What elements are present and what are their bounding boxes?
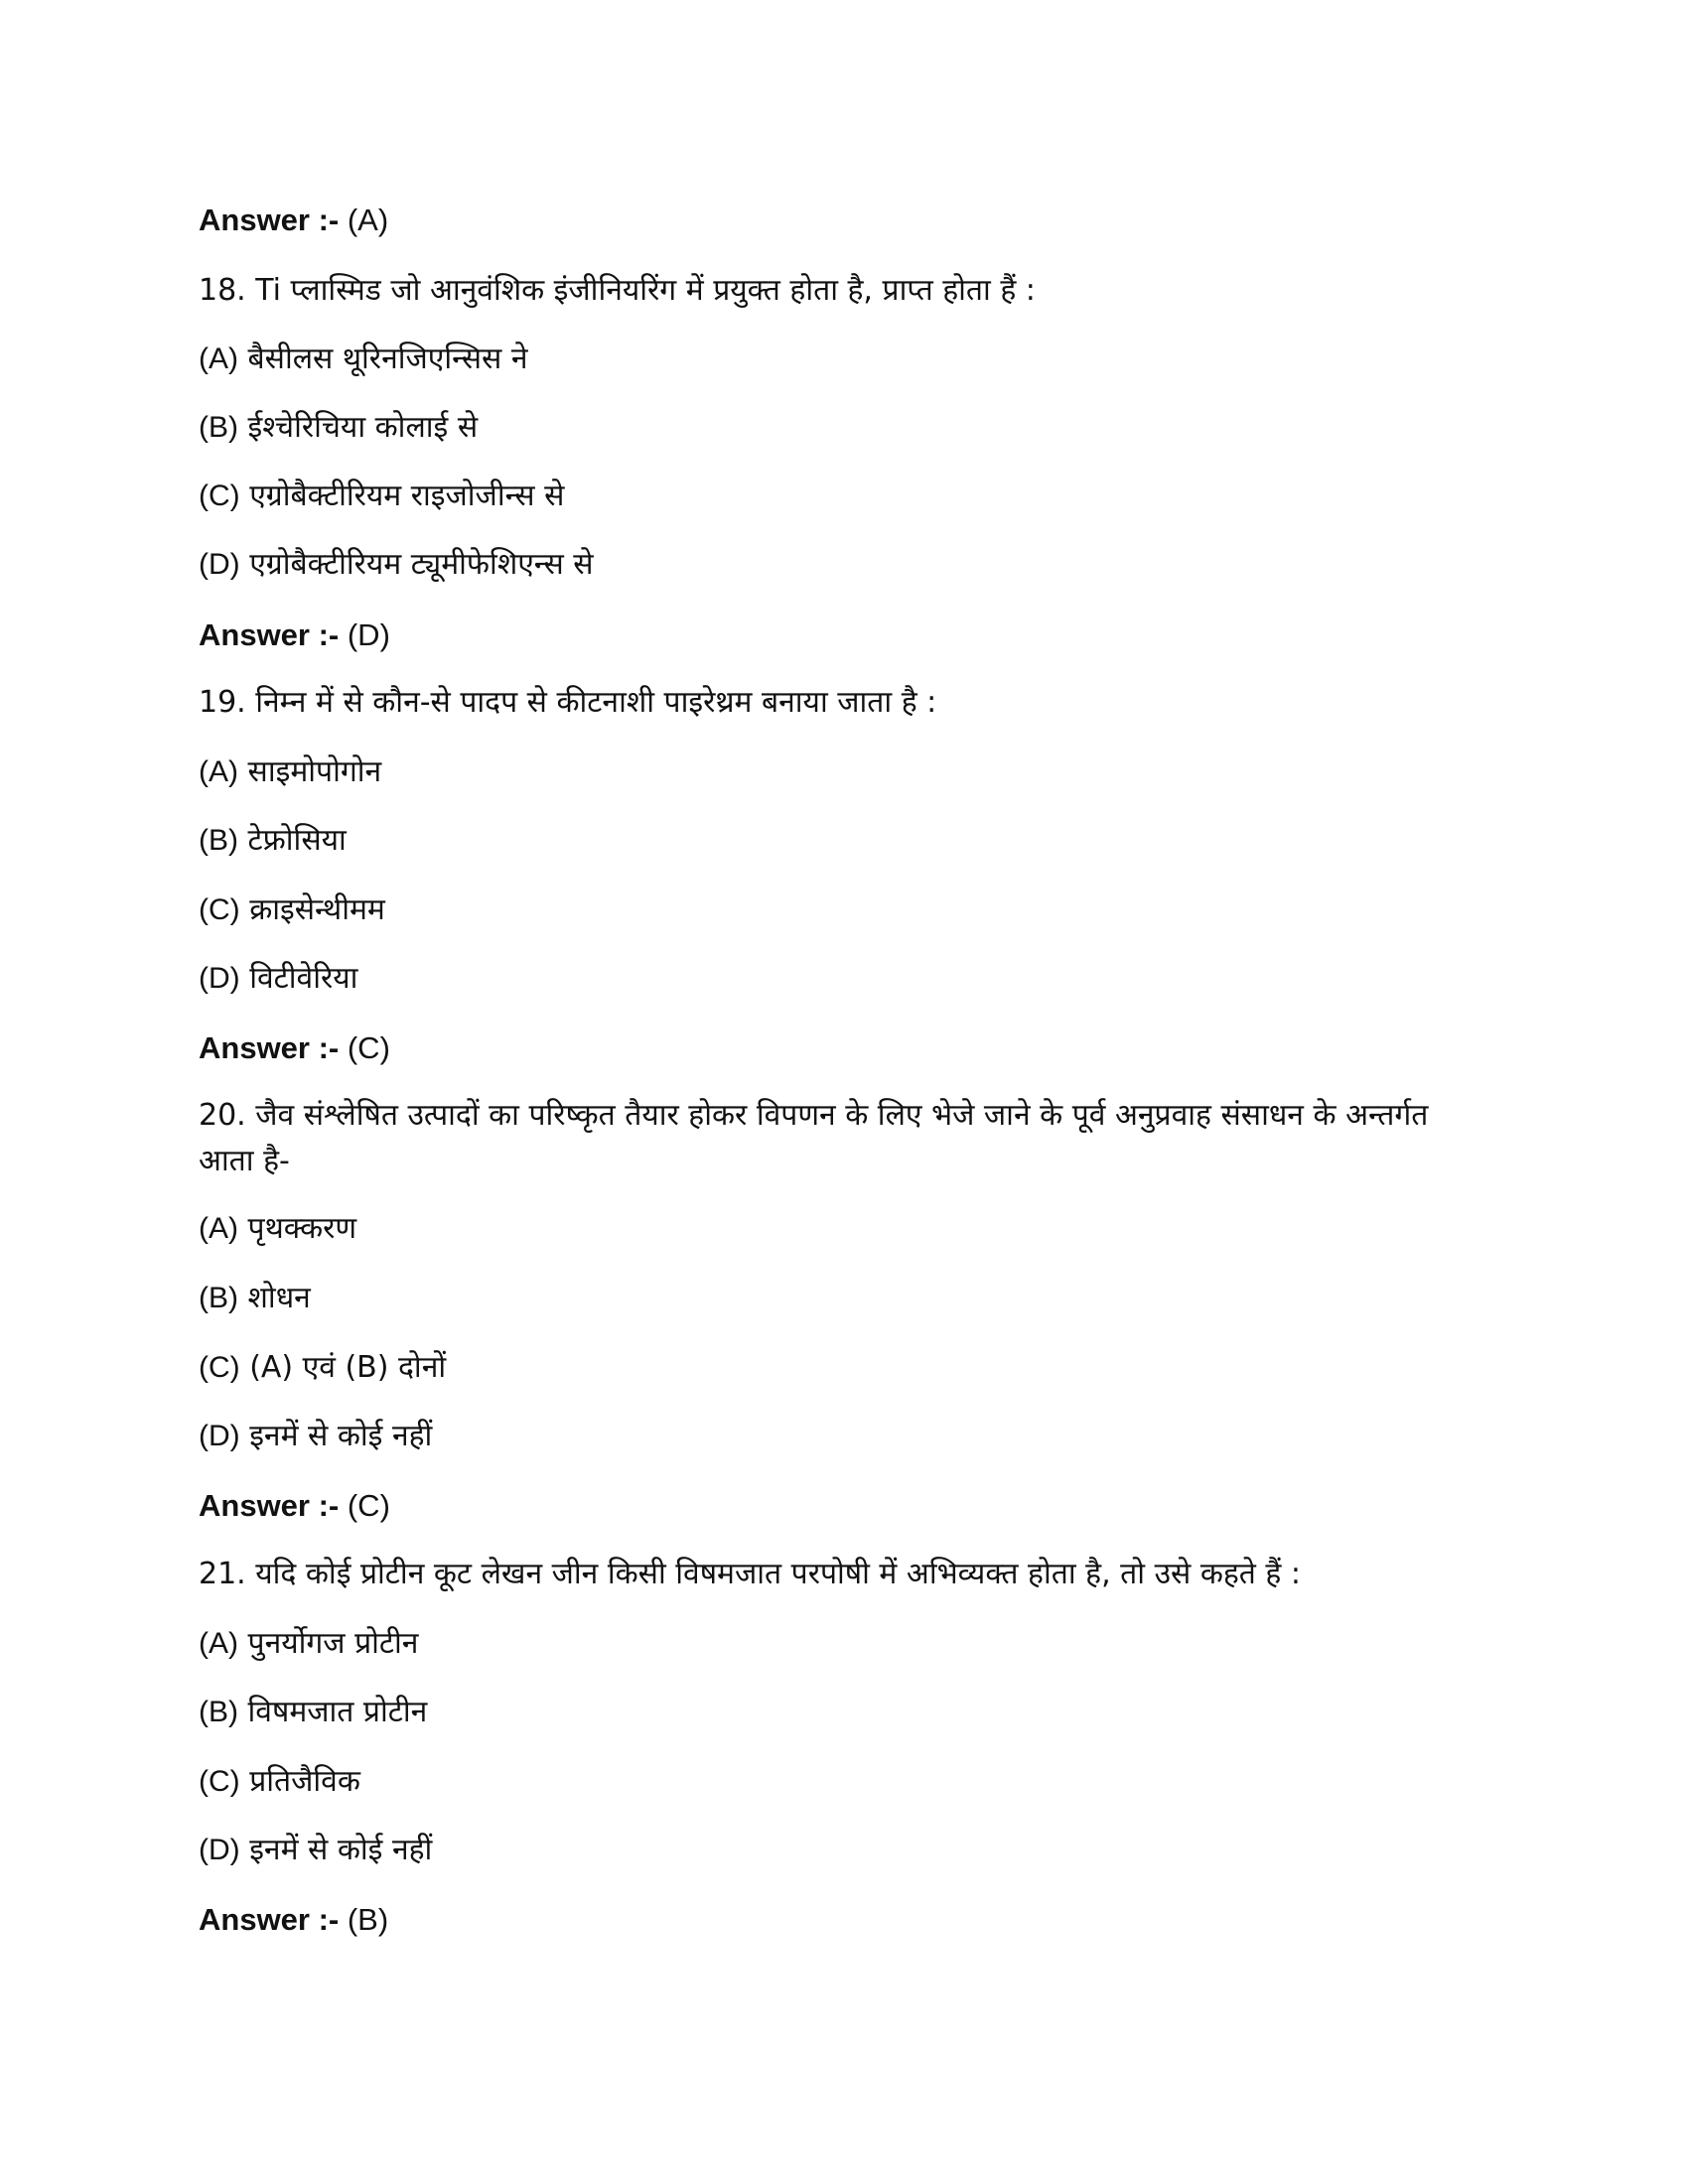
option-key: (B) <box>199 1696 238 1728</box>
option-key: (B) <box>199 1282 238 1314</box>
option-text: एग्रोबैक्टीरियम ट्यूमीफेशिएन्स से <box>239 547 594 582</box>
answer-line-prev <box>199 201 388 241</box>
answer-label: Answer :- <box>199 617 340 652</box>
option-key: (A) <box>199 1627 238 1660</box>
q20-option-b <box>199 1279 311 1318</box>
question-text: Ti प्लास्मिड जो आनुवंशिक इंजीनियरिंग में प्रयुक्त होता है, प्राप्त होता हैं : <box>245 273 1036 308</box>
option-text: विटीवेरिया <box>239 961 358 996</box>
option-text: साइमोपोगोन <box>238 754 382 789</box>
option-text: शोधन <box>238 1281 311 1315</box>
option-text: विषमजात प्रोटीन <box>238 1695 428 1729</box>
question-18 <box>199 271 1036 311</box>
question-text: जैव संश्लेषित उत्पादों का परिष्कृत तैयार होकर विपणन के लिए भेजे जाने के पूर्व अनुप्रवाह संसाधन के अन्तर्गत आता है- <box>199 1098 1429 1178</box>
q20-option-d <box>199 1417 432 1456</box>
question-20 <box>199 1093 1479 1184</box>
answer-line-q21 <box>199 1900 388 1941</box>
q19-option-a <box>199 752 381 792</box>
answer-label: Answer :- <box>199 203 340 237</box>
question-text: यदि कोई प्रोटीन कूट लेखन जीन किसी विषमजात परपोषी में अभिव्यक्त होता है, तो उसे कहते हैं : <box>245 1557 1302 1591</box>
option-key: (D) <box>199 1420 240 1452</box>
option-key: (B) <box>199 411 238 444</box>
option-text: ईश्चेरिचिया कोलाई से <box>238 410 479 445</box>
option-key: (C) <box>199 893 240 926</box>
option-key: (A) <box>199 342 238 375</box>
option-text: क्राइसेन्थीमम <box>239 892 385 927</box>
answer-value: (C) <box>339 1030 390 1065</box>
question-19 <box>199 683 936 723</box>
q18-option-b <box>199 408 478 448</box>
answer-value: (D) <box>339 617 390 652</box>
option-text: टेफ्रोसिया <box>238 823 347 858</box>
option-key: (C) <box>199 479 240 512</box>
q18-option-a <box>199 340 528 379</box>
q19-option-b <box>199 821 347 861</box>
q19-option-c <box>199 890 385 930</box>
option-key: (C) <box>199 1351 240 1384</box>
option-text: बैसीलस थूरिनजिएन्सिस ने <box>238 341 528 376</box>
answer-line-q20 <box>199 1486 390 1527</box>
question-number: 20. <box>199 1098 246 1133</box>
option-text: इनमें से कोई नहीं <box>239 1419 433 1453</box>
q21-option-b <box>199 1693 427 1732</box>
option-text: एग्रोबैक्टीरियम राइजोजीन्स से <box>239 478 565 513</box>
answer-value: (A) <box>339 203 389 237</box>
q20-option-a <box>199 1209 356 1249</box>
option-text: प्रतिजैविक <box>239 1764 360 1799</box>
option-key: (B) <box>199 824 238 857</box>
option-text: पुनर्योगज प्रोटीन <box>238 1626 419 1661</box>
option-key: (A) <box>199 1212 238 1245</box>
answer-label: Answer :- <box>199 1488 340 1523</box>
option-text: पृथक्करण <box>238 1211 357 1246</box>
question-number: 21. <box>199 1557 246 1591</box>
option-key: (A) <box>199 755 238 788</box>
q18-option-d <box>199 545 594 585</box>
answer-line-q19 <box>199 1028 390 1069</box>
question-number: 19. <box>199 685 246 720</box>
answer-value: (C) <box>339 1488 390 1523</box>
q19-option-d <box>199 959 357 999</box>
question-text: निम्न में से कौन-से पादप से कीटनाशी पाइरेथ्रम बनाया जाता है : <box>245 685 937 720</box>
q21-option-d <box>199 1831 432 1870</box>
q21-option-c <box>199 1762 360 1802</box>
q20-option-c <box>199 1348 446 1388</box>
q18-option-c <box>199 477 564 516</box>
option-text: इनमें से कोई नहीं <box>239 1833 433 1867</box>
answer-label: Answer :- <box>199 1902 340 1937</box>
answer-line-q18 <box>199 615 390 656</box>
question-21 <box>199 1555 1301 1594</box>
option-key: (D) <box>199 548 240 581</box>
option-key: (D) <box>199 1834 240 1866</box>
option-text: (A) एवं (B) दोनों <box>239 1350 447 1385</box>
question-number: 18. <box>199 273 246 308</box>
option-key: (C) <box>199 1765 240 1798</box>
q21-option-a <box>199 1624 418 1664</box>
option-key: (D) <box>199 962 240 995</box>
answer-label: Answer :- <box>199 1030 340 1065</box>
answer-value: (B) <box>339 1902 389 1937</box>
